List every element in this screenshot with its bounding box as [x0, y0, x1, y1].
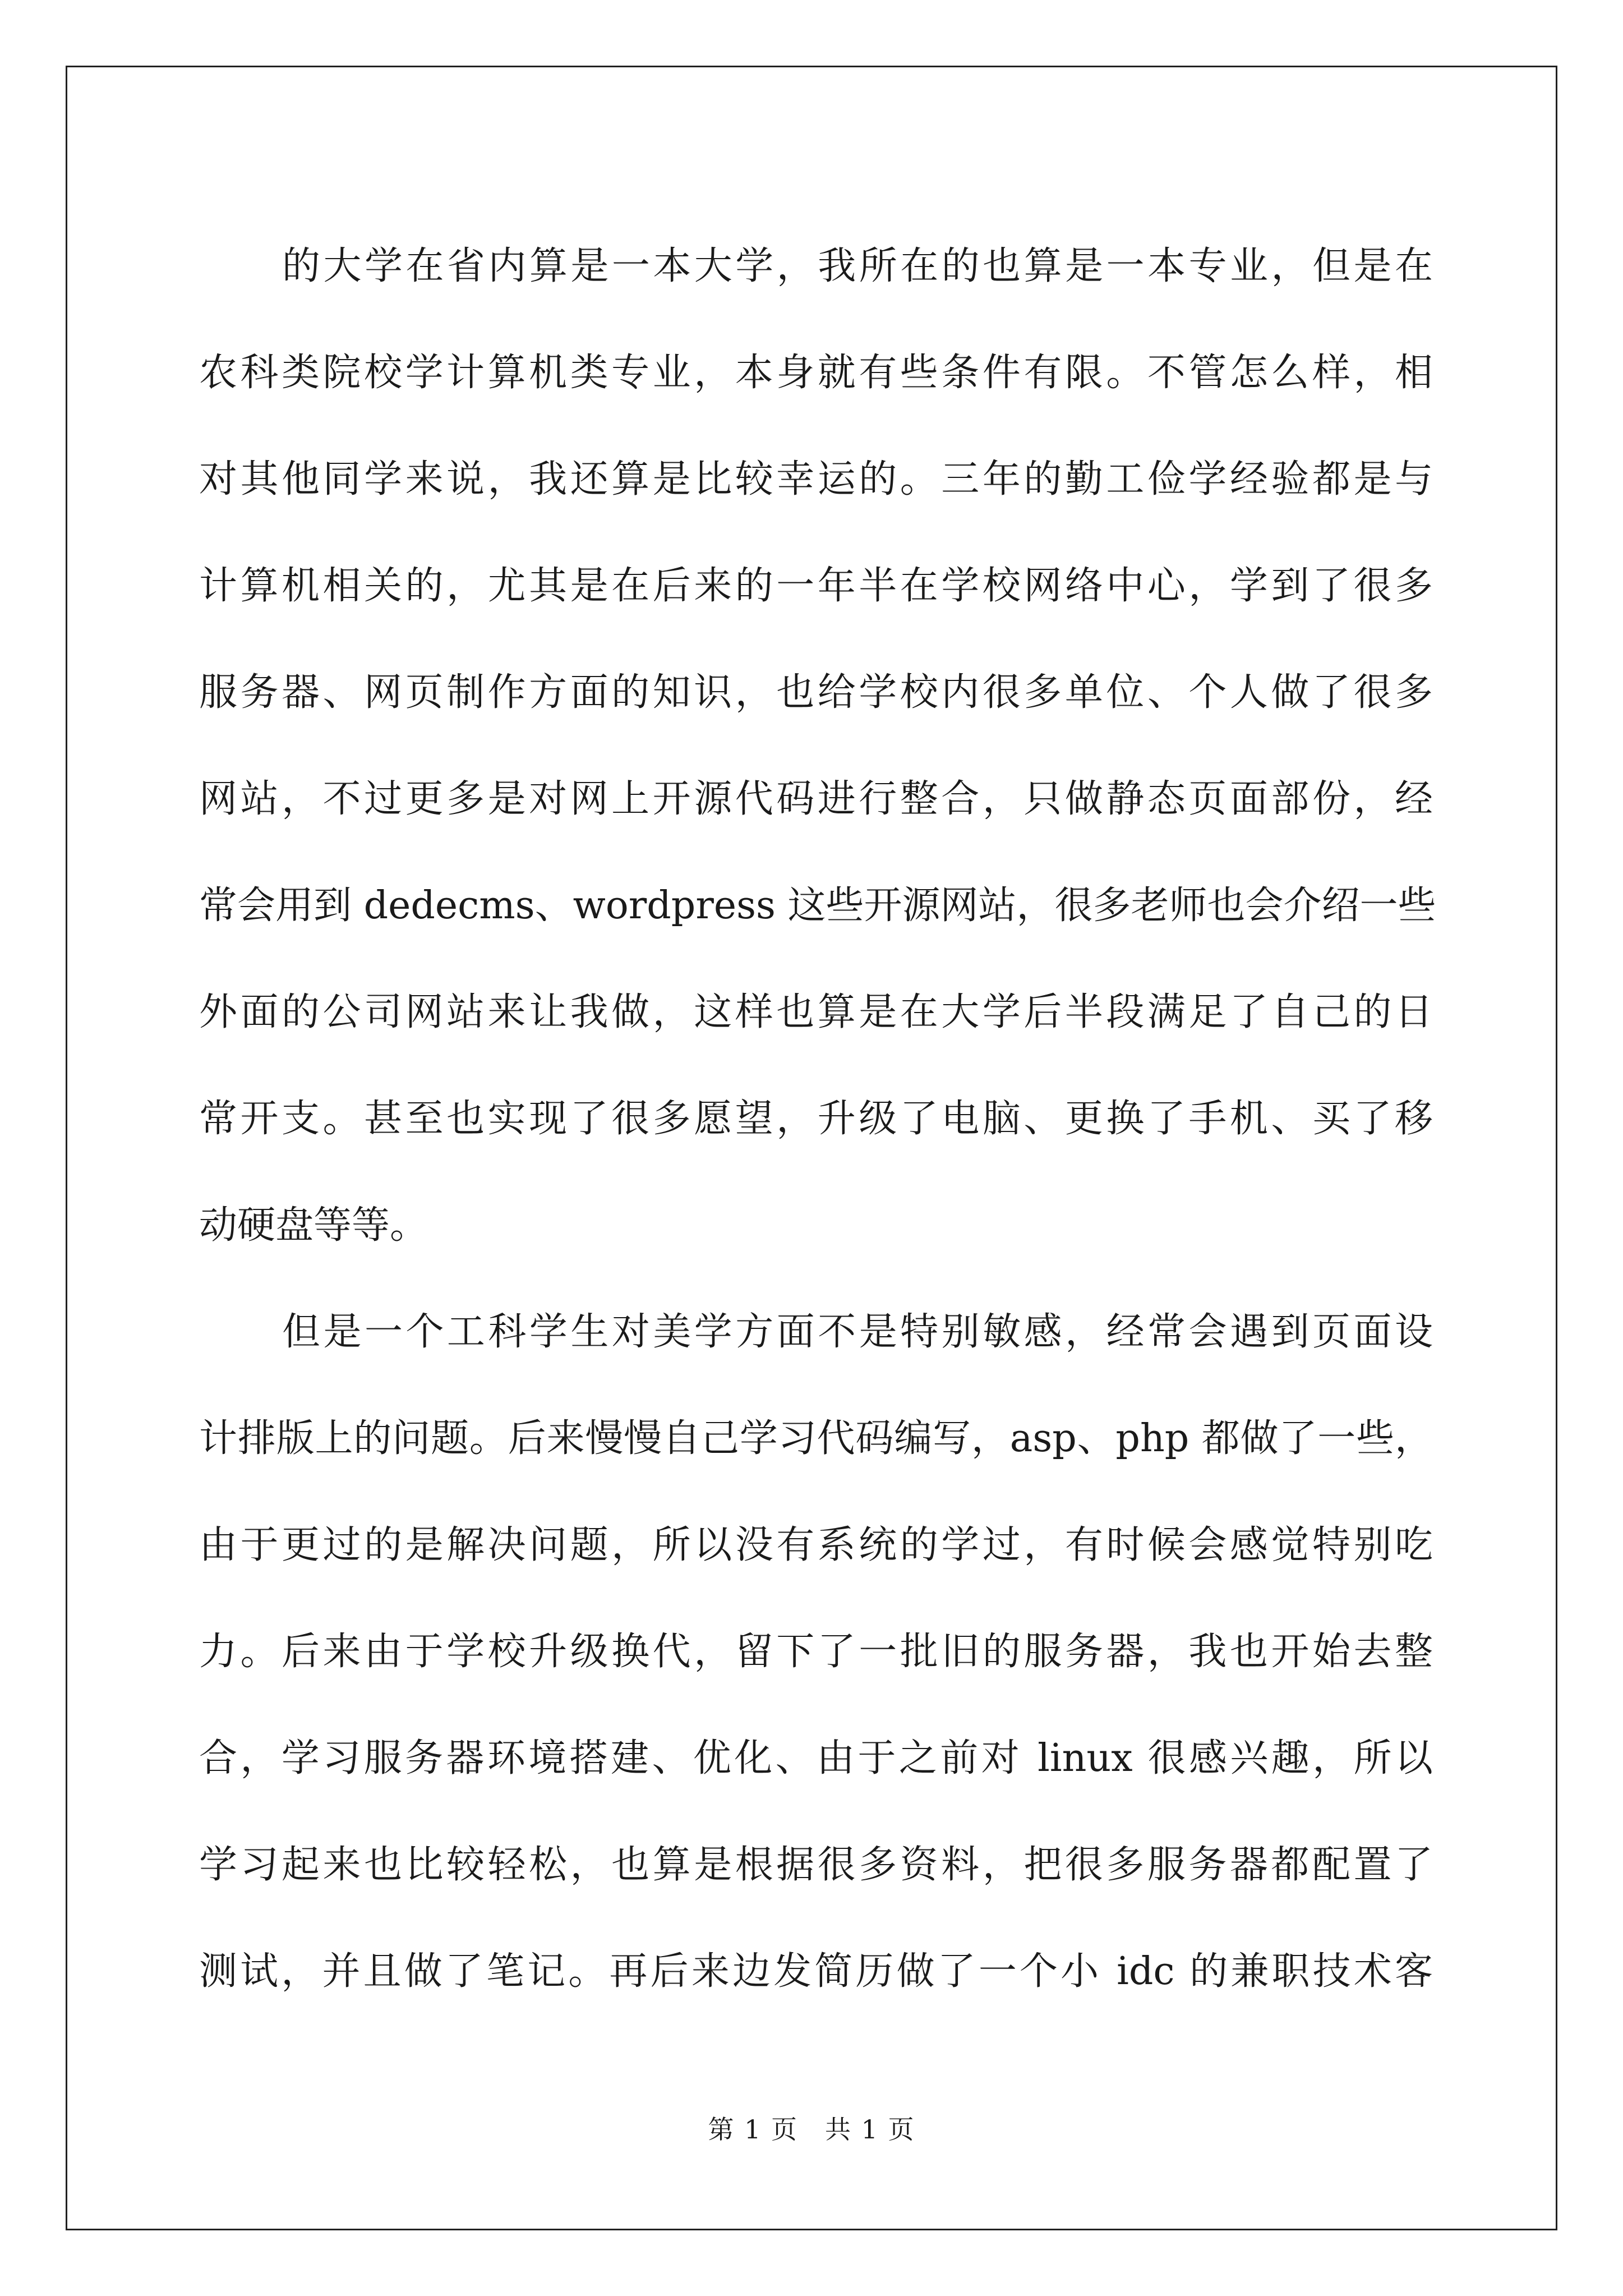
text-line: 网站，不过更多是对网上开源代码进行整合，只做静态页面部份，经: [199, 777, 1433, 821]
text-line: 动硬盘等等。: [199, 1203, 428, 1248]
text-line: 但是一个工科学生对美学方面不是特别敏感，经常会遇到页面设: [282, 1310, 1433, 1354]
text-line: 农科类院校学计算机类专业，本身就有些条件有限。不管怎么样，相: [199, 351, 1433, 395]
text-line: 学习起来也比较轻松，也算是根据很多资料，把很多服务器都配置了: [199, 1843, 1433, 1887]
text-line: 力。后来由于学校升级换代，留下了一批旧的服务器，我也开始去整: [199, 1630, 1433, 1674]
text-line: 的大学在省内算是一本大学，我所在的也算是一本专业，但是在: [282, 244, 1433, 288]
text-line: 常会用到 dedecms、wordpress 这些开源网站，很多老师也会介绍一些: [199, 884, 1436, 928]
text-line: 计算机相关的，尤其是在后来的一年半在学校网络中心，学到了很多: [199, 564, 1433, 608]
text-line: 计排版上的问题。后来慢慢自己学习代码编写，asp、php 都做了一些，: [199, 1416, 1433, 1461]
page-number-text: 第 1 页 共 1 页: [708, 2114, 915, 2145]
text-line: 常开支。甚至也实现了很多愿望，升级了电脑、更换了手机、买了移: [199, 1097, 1433, 1141]
text-line: 测试，并且做了笔记。再后来边发简历做了一个小 idc 的兼职技术客: [199, 1949, 1433, 1994]
text-line: 合，学习服务器环境搭建、优化、由于之前对 linux 很感兴趣，所以: [199, 1736, 1433, 1780]
text-line: 外面的公司网站来让我做，这样也算是在大学后半段满足了自己的日: [199, 990, 1433, 1034]
text-line: 对其他同学来说，我还算是比较幸运的。三年的勤工俭学经验都是与: [199, 457, 1433, 501]
page-footer: [0, 2109, 1623, 2146]
text-line: 由于更过的是解决问题，所以没有系统的学过，有时候会感觉特别吃: [199, 1523, 1433, 1567]
document-body: [199, 213, 1436, 2025]
text-line: 服务器、网页制作方面的知识，也给学校内很多单位、个人做了很多: [199, 670, 1433, 715]
